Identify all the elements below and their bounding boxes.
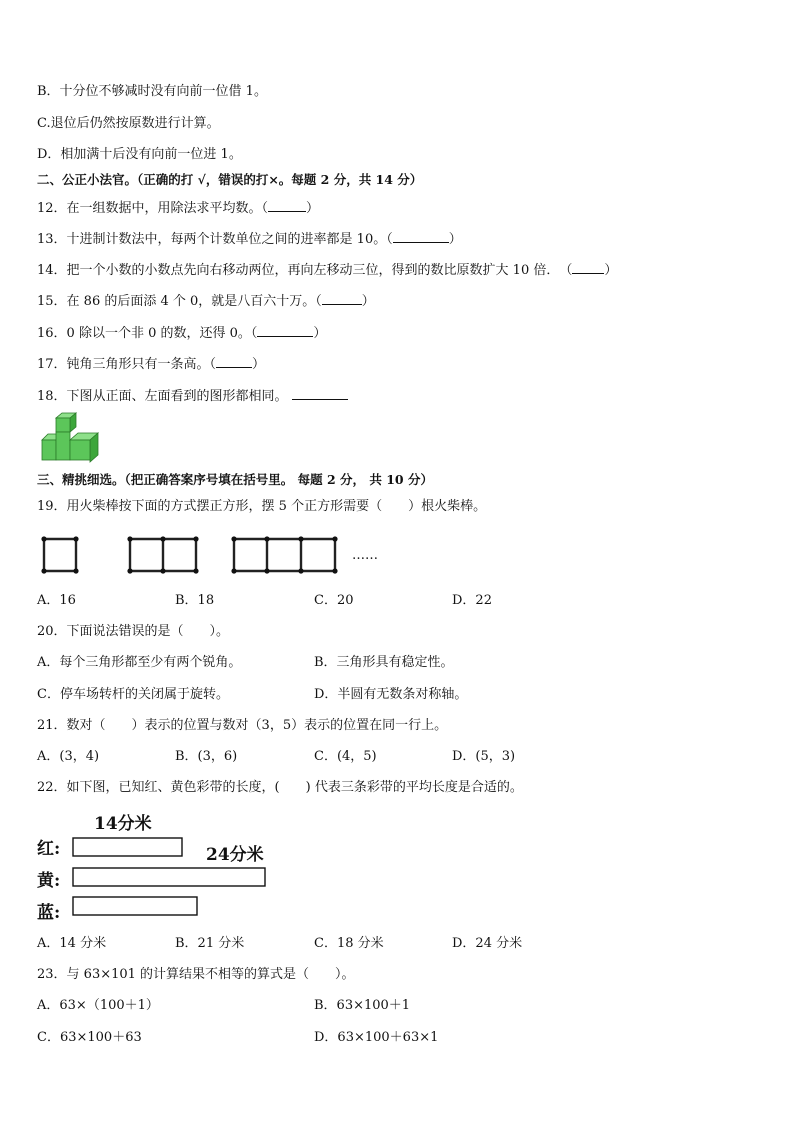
question-15 [37,292,375,310]
q18-text: 18．下图从正面、左面看到的图形都相同。 [37,389,288,404]
q20-option-b: B．三角形具有稳定性。 [314,655,454,670]
question-16 [37,324,326,342]
q17-text: 17．钝角三角形只有一条高。（ [37,357,217,372]
q23-option-b: B．63×100＋1 [314,998,411,1013]
q23-text: 23．与 63×101 的计算结果不相等的算式是（ ）。 [37,967,355,982]
answer-blank [292,387,348,400]
red-label: 红: [37,839,61,859]
section3-heading: 三、精挑细选。（把正确答案序号填在括号里。 每题 2 分， 共 10 分） [37,472,433,487]
q21-text: 21．数对（ ）表示的位置与数对（3，5）表示的位置在同一行上。 [37,718,448,733]
answer-blank [216,355,252,368]
answer-blank [268,199,306,212]
ellipsis: …… [352,548,378,563]
q22-text: 22．如下图，已知红、黄色彩带的长度，( ) 代表三条彩带的平均长度是合适的。 [37,780,523,795]
q11-option-c: C.退位后仍然按原数进行计算。 [37,116,220,131]
blue-label: 蓝: [37,903,61,923]
q20-option-a: A．每个三角形都至少有两个锐角。 [37,655,242,670]
yellow-ribbon [73,868,265,886]
question-17 [37,355,265,373]
question-14 [37,261,617,279]
q20-option-d: D．半圆有无数条对称轴。 [314,687,468,702]
q13-text: 13．十进制计数法中，每两个计数单位之间的进率都是 10。（ [37,232,393,247]
section2-heading: 二、公正小法官。（正确的打 √，错误的打×。每题 2 分，共 14 分） [37,172,423,187]
matchstick-figure [38,533,388,579]
q15-text: 15．在 86 的后面添 4 个 0，就是八百六十万。（ [37,294,322,309]
q23-option-c: C．63×100＋63 [37,1030,142,1045]
q19-option-d: D．22 [452,593,492,608]
red-length-label: 14分米 [94,814,152,834]
yellow-length-label: 24分米 [206,845,264,865]
q22-option-c: C．18 分米 [314,936,384,951]
q17-close: ） [252,357,266,372]
answer-blank [322,292,362,305]
q15-close: ） [361,294,375,309]
answer-blank [572,261,604,274]
blue-ribbon [73,897,197,915]
q12-close: ） [306,201,320,216]
q11-option-d: D．相加满十后没有向前一位进 1。 [37,147,242,162]
q19-text: 19．用火柴棒按下面的方式摆正方形，摆 5 个正方形需要（ ）根火柴棒。 [37,499,487,514]
question-18 [37,387,348,405]
ribbon-figure [34,808,274,926]
q22-option-b: B．21 分米 [175,936,245,951]
q22-option-a: A．14 分米 [37,936,107,951]
q16-close: ） [313,326,327,341]
red-ribbon [73,838,182,856]
q23-option-a: A．63×（100＋1） [37,998,159,1013]
q14-text: 14．把一个小数的小数点先向右移动两位，再向左移动三位，得到的数比原数扩大 10 倍． （ [37,263,573,278]
yellow-label: 黄: [37,871,61,891]
q21-option-d: D．(5，3) [452,749,516,764]
q20-text: 20．下面说法错误的是（ ）。 [37,624,230,639]
question-13 [37,230,462,248]
answer-blank [257,324,313,337]
q13-close: ） [448,232,462,247]
q14-close: ） [604,263,618,278]
q16-text: 16．0 除以一个非 0 的数，还得 0。（ [37,326,258,341]
q23-option-d: D．63×100＋63×1 [314,1030,439,1045]
q21-option-b: B．(3，6) [175,749,238,764]
cube-figure [40,412,106,466]
q21-option-c: C．(4，5) [314,749,377,764]
q22-option-d: D．24 分米 [452,936,523,951]
q11-option-b: B．十分位不够减时没有向前一位借 1。 [37,84,267,99]
q21-option-a: A．(3，4) [37,749,100,764]
q12-text: 12．在一组数据中，用除法求平均数。（ [37,201,269,216]
answer-blank [393,230,449,243]
q20-option-c: C．停车场转杆的关闭属于旋转。 [37,687,229,702]
q19-option-b: B．18 [175,593,215,608]
q19-option-a: A．16 [37,593,76,608]
question-12 [37,199,319,217]
q19-option-c: C．20 [314,593,354,608]
